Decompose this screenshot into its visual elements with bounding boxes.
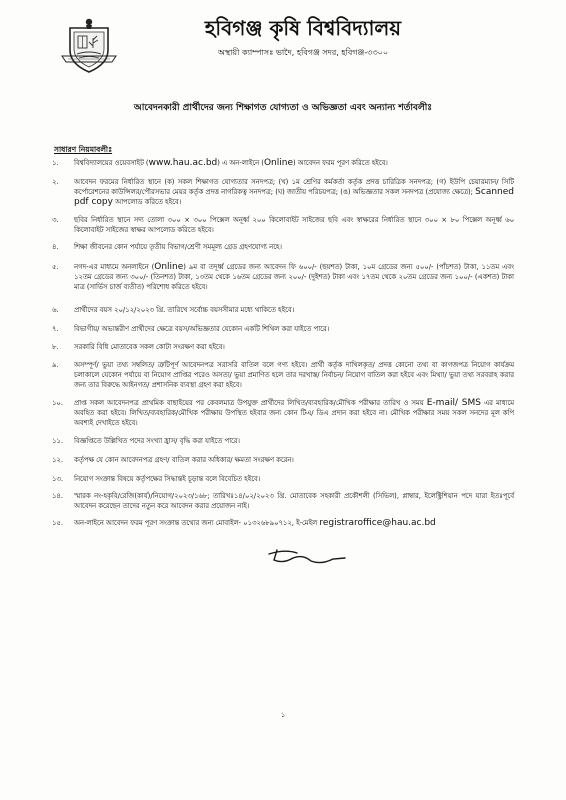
item-text-latin: www.hau.ac.bd <box>148 158 218 168</box>
item-number: ২. <box>52 178 59 186</box>
item-number: ১২. <box>52 456 63 464</box>
item-number: ১৪. <box>52 492 63 500</box>
item-text-segment: প্রাপ্ত সকল আবেদনপত্র প্রাথমিক বাছাইয়ের পর কেবলমাত্র উপযুক্ত প্রার্থীদের লিখিত/ব্যবহারিক/মৌখিক পরীক্ষার তারিখ ও সময় <box>74 399 427 407</box>
item-number: ১১. <box>52 437 63 445</box>
section-title: সাধারণ নিয়মাবলীঃ <box>54 145 113 154</box>
list-item <box>52 455 514 465</box>
list-item <box>52 305 514 315</box>
list-item <box>52 518 514 528</box>
item-text-segment: ) আবেদন ফরম পূরণ করিতে হইবে। <box>293 159 388 167</box>
item-text <box>74 518 514 528</box>
item-text-segment: ) এ অন-লাইনে ( <box>217 159 264 167</box>
item-number: ১৩. <box>52 475 63 483</box>
item-text-segment: আপলোড করিতে হইবে। <box>112 198 182 206</box>
list-item <box>52 215 514 235</box>
document-heading: আবেদনকারী প্রার্থীদের জন্য শিক্ষাগত যোগ্যতা ও অভিজ্ঞতা এবং অন্যান্য শর্তাবলীঃ <box>133 103 433 113</box>
item-number: ৭. <box>52 325 59 333</box>
item-text-segment: অসম্পূর্ণ/ ভুয়া তথ্য সম্বলিত/ ত্রুটিপূর্ণ আবেদনপত্র সরাসরি বাতিল বলে গণ্য হইবে। প্রার্থী কর্তৃক দাখিলকৃত/ প্রদত্ত কোনো তথ্য বা কাগজপত্র নিয়োগ কার্যক্রম চলাকালে যেকোন পর্যায়ে বা নিয়োগ প্রাপ্তির পরেও অসত্য/ ভুয়া প্রমাণিত হলে তার দরখাস্ত/ নির্বাচন/ নিয়োগ বাতিল করা হইবে এবং মিথ্যা/ ভুয়া তথ্য সরবরাহ করার জন্য তার বিরুদ্ধে আইনগত/ প্রশাসনিক ব্যবস্থা গ্রহণ করা হইবে। <box>74 361 514 389</box>
item-text-latin: Online <box>263 158 293 168</box>
item-text-segment: ) ৯ম বা তদূর্ধ্ব গ্রেডের জন্য আবেদন ফি ৬০০/- (ছয়শত) টাকা, ১০ম গ্রেডের জন্য ৫০০/- (পাঁচশত) টাকা, ১১তম এবং ১২তম গ্রেডের জন্য ৩০০/- (তিনশত) টাকা, ১৩তম থেকে ১৬তম গ্রেডের জন্য ২০০/- (দুইশত) টাকা এবং ১৭তম থেকে ২০তম গ্রেডের জন্য ১০০/- (একশত) টাকা মাত্র (সার্ভিস চার্জ ব্যতীত) পরিশোধ করিতে হইবে। <box>74 263 514 291</box>
item-number: ১. <box>52 159 59 167</box>
page-number: ১ <box>280 711 286 719</box>
item-text <box>74 324 514 334</box>
item-number: ৫. <box>52 263 59 271</box>
item-text-segment: স্মারক নং-হকৃবি/রেজি(কার্য)/নিয়োগ/২০২৩/১৬৮; তারিখঃ১৪/০২/২০২৩ খ্রি. মোতাবেক সহকারী প্রকৌশলী (সিভিল), প্লাম্বার, ইলেক্ট্রিশিয়ান পদে যারা ইতঃপূর্বে আবেদন করেছেন তাদের নতুন করে আবেদন করার প্রয়োজন নাই। <box>74 492 514 510</box>
item-text <box>74 398 514 428</box>
item-text-latin: E-mail/ SMS <box>426 398 481 408</box>
item-text-segment: আবেদন ফরমের নির্ধারিত স্থানে (ক) সকল শিক্ষাগত যোগ্যতার সনদপত্র; (খ) ১ম শ্রেণির কর্মকর্তা কর্তৃক প্রদত্ত চারিত্রিক সনদপত্র; (গ) ইউপি চেয়ারম্যান/ সিটি কর্পোরেশনের কাউন্সিলর/পৌরসভার মেয়র কর্তৃক প্রদত্ত নাগরিকত্ব সনদপত্র; (ঘ) জাতীয় পরিচয়পত্র; (ঙ) অভিজ্ঞতার সকল সনদপত্র (প্রযোজ্য ক্ষেত্রে); <box>74 178 514 196</box>
list-item <box>52 491 514 511</box>
item-text <box>74 177 514 207</box>
item-number: ৩. <box>52 216 59 224</box>
item-number: ১৫. <box>52 519 63 527</box>
list-item <box>52 158 514 168</box>
item-number: ৮. <box>52 343 59 351</box>
item-text <box>74 455 514 465</box>
item-text-segment: নগদ-এর মাধ্যমে অনলাইনে ( <box>74 263 155 271</box>
list-item <box>52 177 514 207</box>
item-text-segment: প্রার্থীদের বয়স ২০/১২/২০২৩ খ্রি. তারিখে সর্বোচ্চ বয়সসীমার মধ্যে থাকিতে হইবে। <box>74 306 295 314</box>
item-text-latin: Online <box>154 262 184 272</box>
item-text-segment: ছবির নির্ধারিত স্থানে সদ্য তোলা ৩০০ × ৩০০ পিক্সেল অনূর্ধ্ব ২০০ কিলোবাইট সাইজের ছবি এবং স্বাক্ষরের নির্ধারিত স্থানে ৩০০ × ৮০ পিক্সেল অনূর্ধ্ব ৬০ কিলোবাইট সাইজের স্বাক্ষর আপলোড করিতে হইবে। <box>74 216 514 234</box>
list-item <box>52 342 514 352</box>
item-text <box>74 342 514 352</box>
item-text <box>74 305 514 315</box>
item-text <box>74 242 514 252</box>
item-text <box>74 436 514 446</box>
item-number: ৪. <box>52 243 59 251</box>
item-text <box>74 474 514 484</box>
signature-icon <box>263 545 353 567</box>
item-text-segment: বিভাগীয়/ অভ্যন্তরীণ প্রার্থীদের ক্ষেত্রে বয়স/অভিজ্ঞতার যেকোন একটি শিথিল করা যাইতে পারে। <box>74 325 330 333</box>
item-text-latin: Scanned pdf copy <box>74 187 514 207</box>
item-text-segment: অন-লাইনে আবেদন ফরম পূরণ সংক্রান্ত তথ্যের জন্য মোবাইল- ০১৩২৬৮৯০৭১২, ই-মেইল <box>74 519 320 527</box>
item-text-segment: সরকারি বিধি মোতাবেক সকল কোটা সংরক্ষণ করা হইবে। <box>74 343 225 351</box>
list-item <box>52 360 514 390</box>
list-item <box>52 398 514 428</box>
university-address: অস্থায়ী ক্যাম্পাসঃ ভাদৈ, হবিগঞ্জ সদর, হবিগঞ্জ-৩৩০০ <box>217 48 389 57</box>
item-number: ৬. <box>52 306 59 314</box>
list-item <box>52 324 514 334</box>
item-number: ৯. <box>52 361 59 369</box>
item-text-segment: বিজ্ঞপ্তিতে উল্লিখিত পদের সংখ্যা হ্রাস/ বৃদ্ধি করা যাইতে পারে। <box>74 437 240 445</box>
item-text <box>74 360 514 390</box>
item-text <box>74 262 514 292</box>
item-text-segment: বিশ্ববিদ্যালয়ের ওয়েবসাইট ( <box>74 159 149 167</box>
item-text-segment: শিক্ষা জীবনের কোন পর্যায়ে তৃতীয় বিভাগ/শ্রেণী সমমূল্য গ্রেড গ্রহণযোগ্য নহে। <box>74 243 282 251</box>
item-text-segment: কর্তৃপক্ষ যে কোন আবেদনপত্র গ্রহণ/ বাতিল করার অধিকার/ ক্ষমতা সংরক্ষণ করেন। <box>74 456 294 464</box>
university-name: হবিগঞ্জ কৃষি বিশ্ববিদ্যালয় <box>204 16 402 40</box>
list-item <box>52 262 514 292</box>
item-number: ১০. <box>52 399 63 407</box>
item-text <box>74 491 514 511</box>
list-item <box>52 242 514 252</box>
list-item <box>52 474 514 484</box>
list-item <box>52 436 514 446</box>
item-text-segment: এর মাধ্যমে অবহিত করা হইবে। লিখিত/ব্যবহারিক/মৌখিক পরীক্ষায় উপস্থিত হইবার জন্য কোন টিএ/ ডিএ প্রদান করা হইবে না। মৌখিক পরীক্ষার সময় সকল সনদের মূল কপি অবশ্যই দেখাইতে হইবে। <box>74 399 515 427</box>
item-text-segment: নিয়োগ সংক্রান্ত বিষয়ে কর্তৃপক্ষের সিদ্ধান্তই চূড়ান্ত বলে বিবেচিত হইবে। <box>74 475 261 483</box>
item-text <box>74 158 514 168</box>
item-text-latin: registraroffice@hau.ac.bd <box>319 518 436 528</box>
item-text <box>74 215 514 235</box>
